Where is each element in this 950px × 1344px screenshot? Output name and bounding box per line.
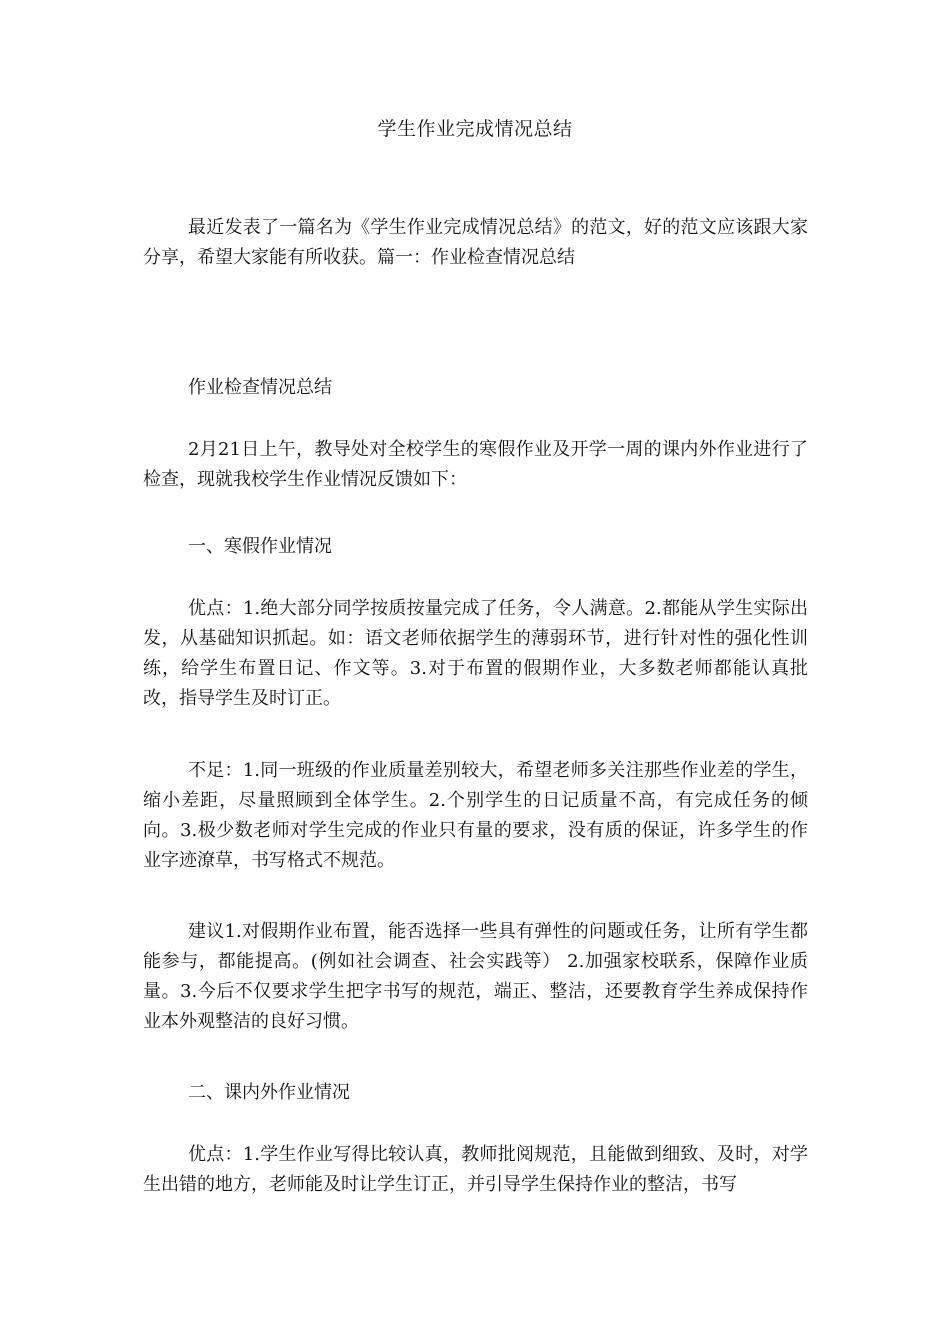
intro-paragraph: 最近发表了一篇名为《学生作业完成情况总结》的范文，好的范文应该跟大家分享，希望大家能有所收获。篇一：作业检查情况总结 (143, 217, 808, 268)
section-heading-winter-homework: 一、寒假作业情况 (188, 536, 332, 557)
classwork-strengths-paragraph: 优点：1.学生作业写得比较认真，教师批阅规范，且能做到细致、及时，对学生出错的地方，老师能及时让学生订正，并引导学生保持作业的整洁，书写 (143, 1144, 808, 1195)
inspection-overview-paragraph: 2月21日上午，教导处对全校学生的寒假作业及开学一周的课内外作业进行了检查，现就我校学生作业情况反馈如下： (143, 439, 808, 490)
winter-homework-weaknesses-paragraph: 不足：1.同一班级的作业质量差别较大，希望老师多关注那些作业差的学生，缩小差距，尽量照顾到全体学生。2.个别学生的日记质量不高，有完成任务的倾向。3.极少数老师对学生完成的作业只有量的要求，没有质的保证，许多学生的作业字迹潦草，书写格式不规范。 (143, 760, 808, 871)
section-heading-classwork: 二、课内外作业情况 (188, 1082, 350, 1103)
winter-homework-strengths-paragraph: 优点：1.绝大部分同学按质按量完成了任务，令人满意。2.都能从学生实际出发，从基础知识抓起。如：语文老师依据学生的薄弱环节，进行针对性的强化性训练，给学生布置日记、作文等。3.对于布置的假期作业，大多数老师都能认真批改，指导学生及时订正。 (143, 598, 808, 709)
document-title: 学生作业完成情况总结 (377, 118, 573, 140)
section-heading-inspection-summary: 作业检查情况总结 (188, 377, 332, 398)
winter-homework-suggestions-paragraph: 建议1.对假期作业布置，能否选择一些具有弹性的问题或任务，让所有学生都能参与，都能提高。(例如社会调查、社会实践等） 2.加强家校联系，保障作业质量。3.今后不仅要求学生把字书写的规范，端正、整洁，还要教育学生养成保持作业本外观整洁的良好习惯。 (143, 921, 808, 1032)
